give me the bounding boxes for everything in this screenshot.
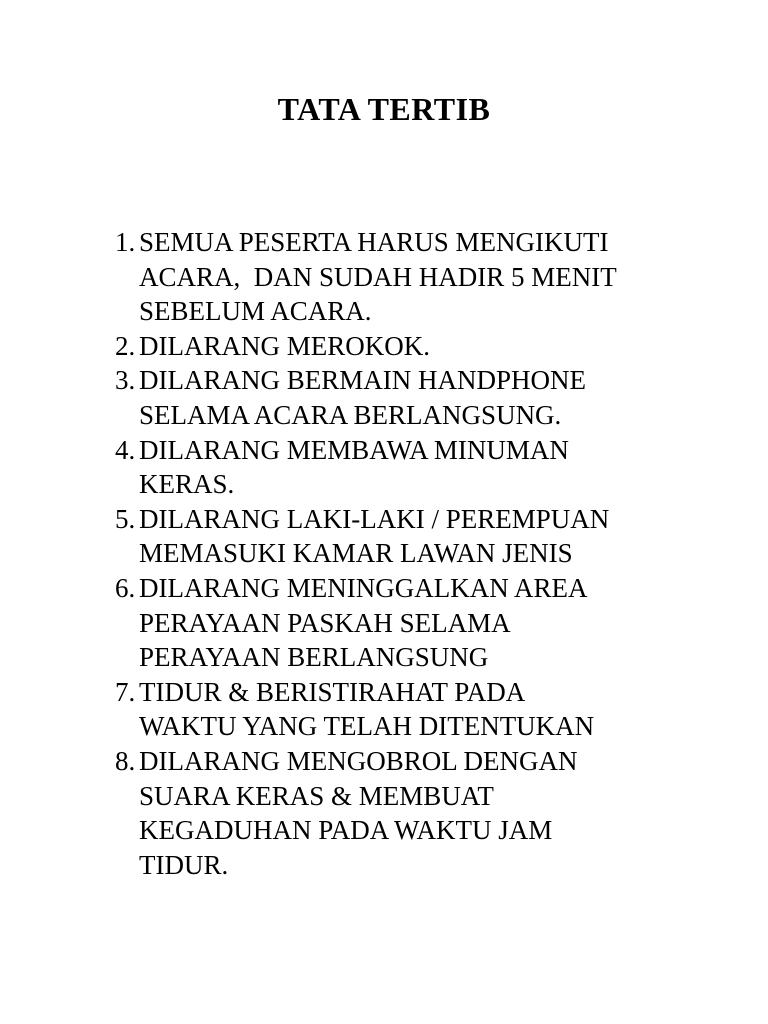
rule-text-line: SELAMA ACARA BERLANGSUNG. [139, 399, 562, 430]
document-title: TATA TERTIB [277, 91, 491, 127]
rule-item [115, 571, 715, 675]
rule-item [115, 433, 715, 502]
rule-text-line: WAKTU YANG TELAH DITENTUKAN [139, 711, 595, 742]
rule-number: 3. [115, 365, 136, 396]
rule-text-line: SUARA KERAS & MEMBUAT [139, 780, 494, 811]
rule-text-line: KERAS. [139, 469, 235, 500]
rule-text-line: DILARANG LAKI-LAKI / PEREMPUAN [139, 503, 610, 534]
rule-item [115, 225, 715, 329]
rule-text-line: PERAYAAN BERLANGSUNG [139, 642, 489, 673]
rule-text-line: MEMASUKI KAMAR LAWAN JENIS [139, 538, 573, 569]
rules-list [115, 225, 715, 882]
rule-number: 1. [115, 227, 136, 257]
rule-item [115, 744, 715, 882]
rule-item [115, 502, 715, 571]
rule-number: 4. [115, 434, 136, 465]
rule-text-line: ACARA, DAN SUDAH HADIR 5 MENIT [139, 261, 617, 292]
rule-number: 8. [115, 745, 136, 776]
rule-text-line: SEMUA PESERTA HARUS MENGIKUTI [139, 227, 609, 257]
rule-item [115, 675, 715, 744]
rule-text-line: DILARANG MEMBAWA MINUMAN [139, 434, 569, 465]
rule-number: 7. [115, 676, 136, 707]
rule-text-line: DILARANG MEROKOK. [139, 330, 430, 361]
rule-text-line: PERAYAAN PASKAH SELAMA [139, 607, 511, 638]
rule-item [115, 363, 715, 432]
rule-text-line: TIDUR. [139, 849, 229, 880]
rule-item [115, 329, 715, 364]
rule-text-line: TIDUR & BERISTIRAHAT PADA [139, 676, 526, 707]
rule-number: 5. [115, 503, 136, 534]
rule-text-line: DILARANG BERMAIN HANDPHONE [139, 365, 586, 396]
rule-text-line: KEGADUHAN PADA WAKTU JAM [139, 815, 553, 846]
rule-text-line: DILARANG MENGOBROL DENGAN [139, 745, 578, 776]
rule-number: 6. [115, 572, 136, 603]
rule-text-line: SEBELUM ACARA. [139, 296, 372, 327]
rule-text-line: DILARANG MENINGGALKAN AREA [139, 572, 588, 603]
rule-number: 2. [115, 330, 136, 361]
